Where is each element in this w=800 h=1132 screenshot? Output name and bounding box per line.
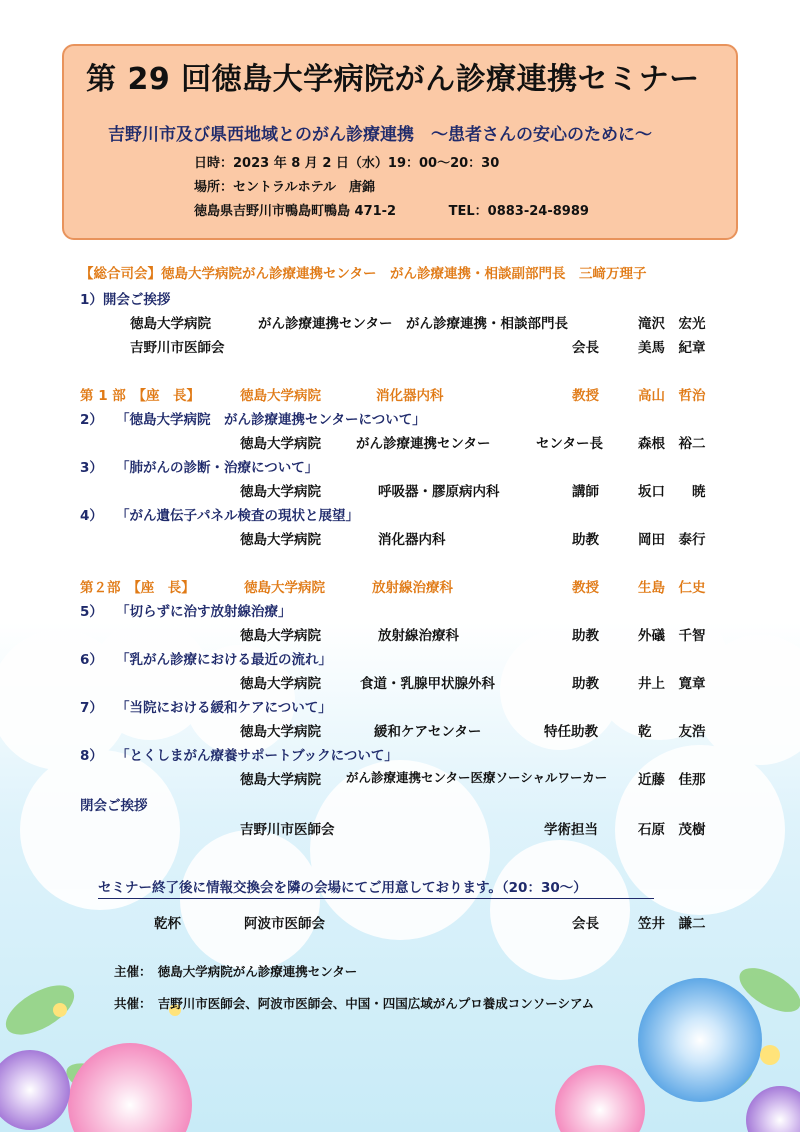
- subtitle: 吉野川市及び県西地域とのがん診療連携 ～患者さんの安心のために～: [108, 125, 652, 145]
- talk-4-name: 岡田 泰行: [638, 532, 706, 548]
- opening-speaker-1-dept: がん診療連携センター がん診療連携・相談部門長: [258, 316, 568, 332]
- talk-6-name: 井上 寛章: [638, 676, 706, 692]
- talk-2-dept: がん診療連携センター: [356, 436, 491, 452]
- talk-8-org: 徳島大学病院: [240, 772, 321, 788]
- part1-label: 第 1 部 【座 長】: [80, 388, 201, 404]
- talk-4-num: 4）: [80, 508, 103, 524]
- closing-label: 閉会ご挨拶: [80, 798, 148, 814]
- part1-chair-dept: 消化器内科: [376, 388, 444, 404]
- closing-name: 石原 茂樹: [638, 822, 706, 838]
- talk-2-title: センター長: [536, 436, 603, 452]
- part2-chair-title: 教授: [572, 580, 599, 596]
- part1-chair-name: 高山 哲治: [638, 388, 706, 404]
- talk-6-dept: 食道・乳腺甲状腺外科: [360, 676, 495, 692]
- talk-5-num: 5）: [80, 604, 103, 620]
- event-address-row: [194, 200, 589, 219]
- talk-7-name: 乾 友浩: [638, 724, 706, 740]
- talk-6-org: 徳島大学病院: [240, 676, 321, 692]
- toast-org: 阿波市医師会: [244, 916, 325, 932]
- talk-6-title: 助教: [572, 676, 599, 692]
- toast-title: 会長: [572, 916, 599, 932]
- talk-6-topic: 「乳がん診療における最近の流れ」: [116, 652, 332, 668]
- talk-3-name: 坂口 暁: [638, 484, 706, 500]
- closing-title: 学術担当: [544, 822, 598, 838]
- reception-note: セミナー終了後に情報交換会を隣の会場にてご用意しております。（20：30～）: [98, 876, 654, 899]
- closing-org: 吉野川市医師会: [240, 822, 335, 838]
- event-address: 徳島県吉野川市鴨島町鴨島 471-2: [194, 204, 397, 219]
- page-title: 第 29 回徳島大学病院がん診療連携セミナー: [86, 62, 700, 97]
- talk-8-name: 近藤 佳那: [638, 772, 706, 788]
- talk-8-num: 8）: [80, 748, 103, 764]
- opening-speaker-2-name: 美馬 紀章: [638, 340, 706, 356]
- talk-7-num: 7）: [80, 700, 103, 716]
- part1-chair-title: 教授: [572, 388, 599, 404]
- opening-speaker-2-org: 吉野川市医師会: [130, 340, 225, 356]
- talk-2-topic: 「徳島大学病院 がん診療連携センターについて」: [116, 412, 426, 428]
- part2-chair-dept: 放射線治療科: [372, 580, 453, 596]
- talk-8-topic: 「とくしまがん療養サポートブックについて」: [116, 748, 398, 764]
- part2-label: 第２部 【座 長】: [80, 580, 195, 596]
- event-venue: 場所：セントラルホテル 唐錦: [194, 180, 375, 195]
- talk-3-topic: 「肺がんの診断・治療について」: [116, 460, 319, 476]
- talk-7-org: 徳島大学病院: [240, 724, 321, 740]
- talk-2-name: 森根 裕二: [638, 436, 706, 452]
- toast-label: 乾杯: [154, 916, 181, 932]
- talk-7-dept: 緩和ケアセンター: [374, 724, 482, 740]
- talk-6-num: 6）: [80, 652, 103, 668]
- part2-chair-name: 生島 仁史: [638, 580, 706, 596]
- cohost: 共催： 吉野川市医師会、阿波市医師会、中国・四国広域がんプロ養成コンソーシアム: [114, 996, 595, 1011]
- talk-5-topic: 「切らずに治す放射線治療」: [116, 604, 292, 620]
- talk-7-topic: 「当院における緩和ケアについて」: [116, 700, 332, 716]
- event-date: 日時：2023 年 8 月 2 日（水）19：00～20：30: [194, 156, 500, 171]
- talk-8-dept: がん診療連携センター医療ソーシャルワーカー: [346, 770, 608, 785]
- toast-name: 笠井 謙二: [638, 916, 706, 932]
- host: 主催： 徳島大学病院がん診療連携センター: [114, 964, 358, 979]
- talk-7-title: 特任助教: [544, 724, 598, 740]
- talk-4-org: 徳島大学病院: [240, 532, 321, 548]
- talk-2-num: 2）: [80, 412, 103, 428]
- talk-3-num: 3）: [80, 460, 103, 476]
- talk-4-topic: 「がん遺伝子パネル検査の現状と展望」: [116, 508, 359, 524]
- talk-5-name: 外礒 千智: [638, 628, 706, 644]
- talk-5-dept: 放射線治療科: [378, 628, 459, 644]
- opening-speaker-2-title: 会長: [572, 340, 599, 356]
- part1-chair-org: 徳島大学病院: [240, 388, 321, 404]
- header-box: [62, 44, 738, 240]
- opening-speaker-1-org: 徳島大学病院: [130, 316, 211, 332]
- talk-3-org: 徳島大学病院: [240, 484, 321, 500]
- general-chair: 【総合司会】徳島大学病院がん診療連携センター がん診療連携・相談副部門長 三﨑万理子: [80, 266, 647, 282]
- talk-3-dept: 呼吸器・膠原病内科: [378, 484, 500, 500]
- talk-4-title: 助教: [572, 532, 599, 548]
- opening-label: 1）開会ご挨拶: [80, 292, 171, 308]
- part2-chair-org: 徳島大学病院: [244, 580, 325, 596]
- talk-5-title: 助教: [572, 628, 599, 644]
- event-tel: TEL：0883-24-8989: [448, 204, 589, 219]
- talk-3-title: 講師: [572, 484, 599, 500]
- opening-speaker-1-name: 滝沢 宏光: [638, 316, 706, 332]
- talk-4-dept: 消化器内科: [378, 532, 446, 548]
- talk-5-org: 徳島大学病院: [240, 628, 321, 644]
- talk-2-org: 徳島大学病院: [240, 436, 321, 452]
